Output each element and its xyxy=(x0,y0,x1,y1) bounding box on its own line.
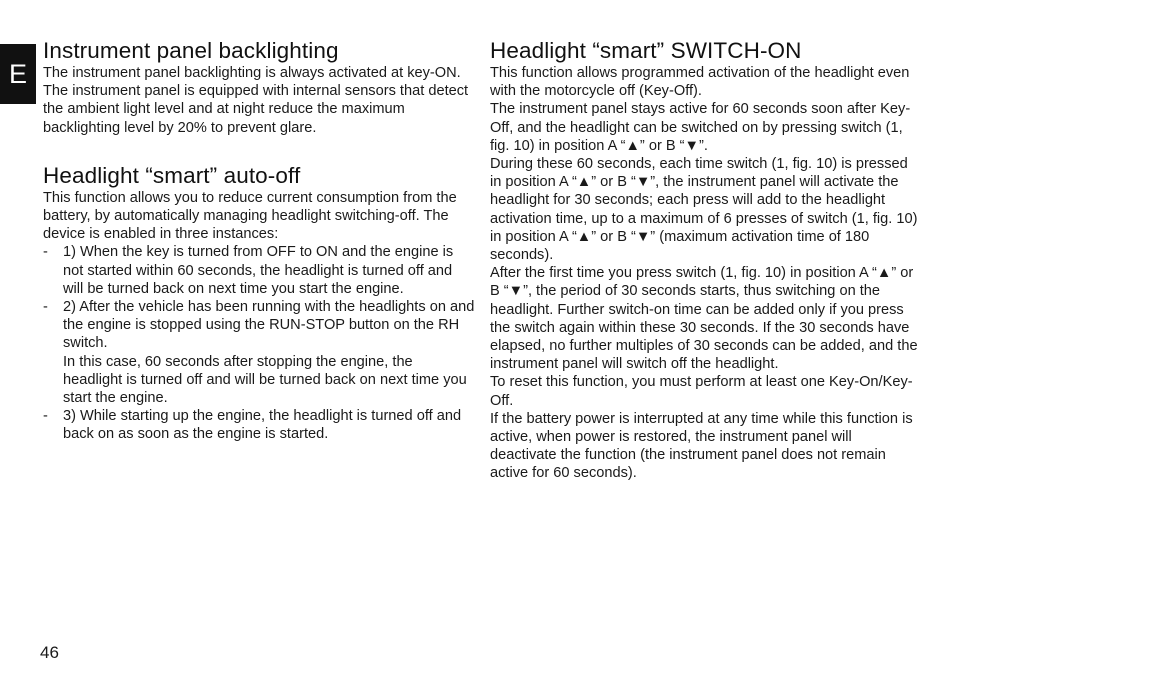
switch-on-paragraph-4: After the first time you press switch (1, fig. 10) in position A “▲” or B “▼”, the period of 30 seconds starts, thus switching on the headlight. Further switch-on time can be added only if you press the switch again within these 30 seconds. If the 30 seconds have elapsed, no further multiples of 30 seconds can be added, and the instrument panel will switch off the headlight. xyxy=(490,265,918,373)
list-dash: - xyxy=(43,244,48,261)
instance-item-3 xyxy=(43,407,475,443)
auto-off-intro: This function allows you to reduce current consumption from the battery, by automatically managing headlight switching-off. The device is enabled in three instances: xyxy=(43,189,457,243)
instance-item-1 xyxy=(43,243,475,298)
switch-on-paragraph-5: To reset this function, you must perform at least one Key-On/Key-Off. xyxy=(490,374,913,409)
section-switch-on xyxy=(490,38,922,483)
list-dash: - xyxy=(43,299,48,316)
switch-on-paragraph-1: This function allows programmed activation of the headlight even with the motorcycle off (Key-Off). xyxy=(490,65,910,100)
left-column xyxy=(43,38,475,444)
language-tab: E xyxy=(0,44,36,104)
auto-off-heading: Headlight “smart” auto-off xyxy=(43,162,301,188)
switch-on-paragraph-6: If the battery power is interrupted at any time while this function is active, when power is restored, the instrument panel will deactivate the function (the instrument panel does not remain active for 60 seconds). xyxy=(490,410,913,482)
right-column xyxy=(490,38,922,483)
switch-on-paragraph-3: During these 60 seconds, each time switch (1, fig. 10) is pressed in position A “▲” or B “▼”, the instrument panel will activate the headlight for 30 seconds; each press will add to the headlight activation time, up to a maximum of 6 presses of switch (1, fig. 10) in position A “▲” or B “▼” (maximum activation time of 180 seconds). xyxy=(490,156,918,264)
switch-on-paragraph-2: The instrument panel stays active for 60 seconds soon after Key-Off, and the headlight can be switched on by pressing switch (1, fig. 10) in position A “▲” or B “▼”. xyxy=(490,101,911,154)
backlighting-text: The instrument panel backlighting is always activated at key-ON. The instrument panel is equipped with internal sensors that detect the ambient light level and at night reduce the maximum backlighting level by 20% to prevent glare. xyxy=(43,65,469,136)
instance-text-2: 2) After the vehicle has been running with the headlights on and the engine is stopped using the RUN-STOP button on the RH switch. xyxy=(63,299,475,352)
switch-on-heading: Headlight “smart” SWITCH-ON xyxy=(490,38,802,63)
instance-text-3: 3) While starting up the engine, the headlight is turned off and back on as soon as the engine is started. xyxy=(63,408,462,443)
section-backlighting xyxy=(43,38,475,137)
list-dash: - xyxy=(43,408,48,425)
backlighting-heading: Instrument panel backlighting xyxy=(43,38,339,63)
page-number: 46 xyxy=(40,643,59,662)
instances-list xyxy=(43,243,475,443)
instance-note-2: In this case, 60 seconds after stopping the engine, the headlight is turned off and will be turned back on next time you start the engine. xyxy=(63,353,467,407)
section-auto-off xyxy=(43,163,475,444)
instance-text-1: 1) When the key is turned from OFF to ON and the engine is not started within 60 seconds, the headlight is turned off and will be turned back on next time you start the engine. xyxy=(63,244,454,297)
instance-item-2 xyxy=(43,298,475,407)
